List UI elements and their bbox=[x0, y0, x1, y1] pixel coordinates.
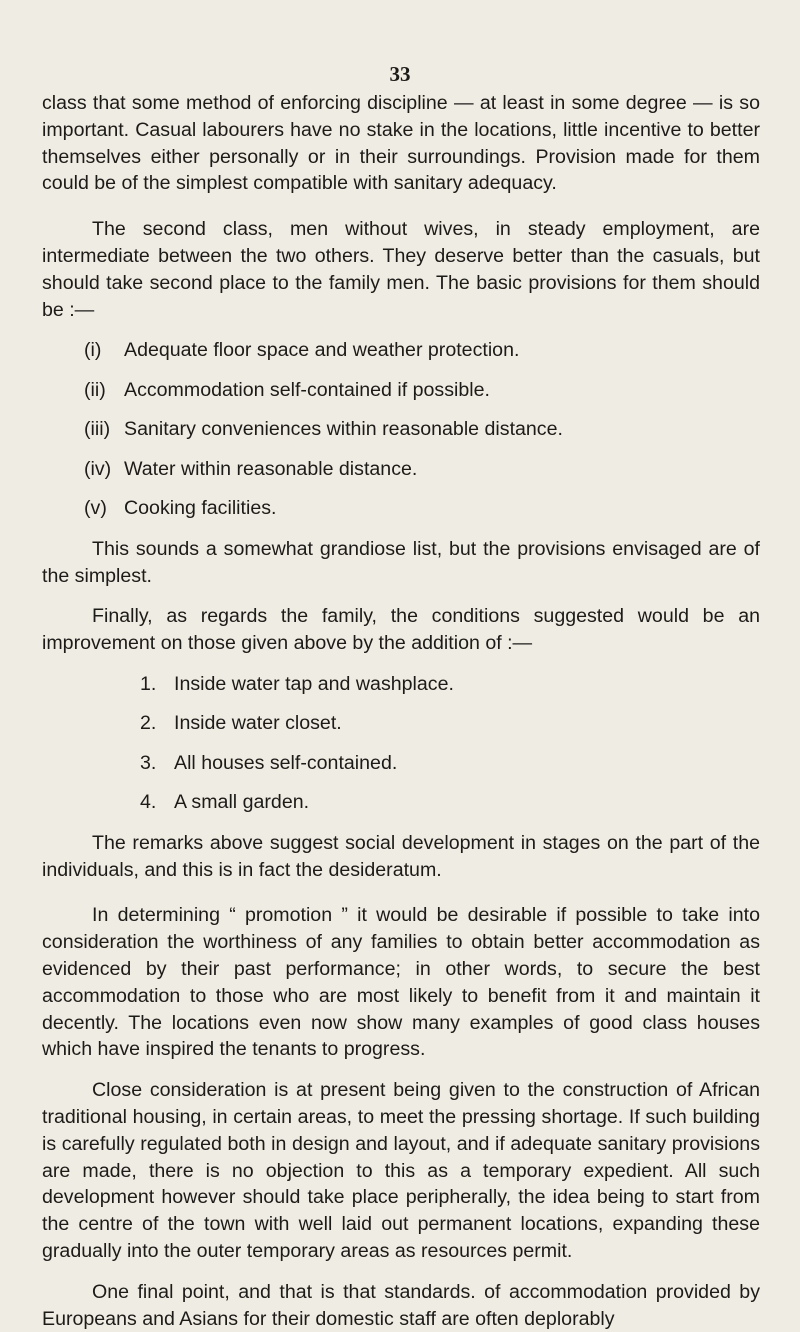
list-item-number: (v) bbox=[84, 496, 107, 519]
paragraph-promotion: In determining “ promotion ” it would be desirable if possible to take into consideration the worthiness of any families to obtain better accommodation as evidenced by their past performance; in other words, to secure the best accommodation to those who are most likely to benefit from it and maintain it decently. The locations even now show many examples of good class houses which have inspired the tenants to progress. bbox=[42, 904, 760, 1061]
list-item-text: All houses self-contained. bbox=[174, 751, 398, 774]
list-item bbox=[42, 710, 760, 737]
paragraph-casual-labourers: class that some method of enforcing discipline — at least in some degree — is so important. Casual labourers have no stake in the locations, little incentive to better themselves either personally or in their surroundings. Provision made for them could be of the simplest compatible with sanitary adequacy. bbox=[42, 92, 760, 195]
list-item-text: Accommodation self-contained if possible. bbox=[124, 378, 490, 401]
basic-provisions-list bbox=[42, 337, 760, 521]
paragraph-family: Finally, as regards the family, the conditions suggested would be an improvement on those given above by the addition of :— bbox=[42, 605, 760, 655]
list-item-text: Inside water closet. bbox=[174, 712, 342, 735]
list-item bbox=[42, 456, 760, 483]
list-item-number: (i) bbox=[84, 339, 102, 362]
list-item bbox=[42, 750, 760, 777]
paragraph-traditional-housing: Close consideration is at present being given to the construction of African traditional housing, in certain areas, to meet the pressing shortage. If such building is carefully regulated both in design and layout, and if adequate sanitary provisions are made, there is no objection to this as a temporary expedient. All such development however should take place peripherally, the idea being to start from the centre of the town with well laid out permanent locations, expanding these gradually into the outer temporary areas as resources permit. bbox=[42, 1079, 760, 1263]
list-item bbox=[42, 416, 760, 443]
paragraph-domestic-staff: One final point, and that is that standards. of accommodation provided by Europeans and Asians for their domestic staff are often deplorably bbox=[42, 1280, 760, 1330]
list-item-text: Water within reasonable distance. bbox=[124, 457, 418, 480]
list-item-text: A small garden. bbox=[174, 791, 310, 814]
page-number: 33 bbox=[389, 62, 411, 86]
list-item-text: Sanitary conveniences within reasonable distance. bbox=[124, 418, 563, 441]
paragraph-social-development: The remarks above suggest social development in stages on the part of the individuals, and this is in fact the desideratum. bbox=[42, 831, 760, 881]
list-item-number: (iv) bbox=[84, 457, 112, 480]
list-item bbox=[42, 495, 760, 522]
family-additions-list bbox=[42, 671, 760, 816]
list-item bbox=[42, 337, 760, 364]
list-item bbox=[42, 377, 760, 404]
list-item-number: (ii) bbox=[84, 378, 106, 401]
page-body bbox=[42, 90, 760, 1332]
paragraph-second-class: The second class, men without wives, in steady employment, are intermediate between the two others. They deserve better than the casuals, but should take second place to the family men. The basic provisions for them should be :— bbox=[42, 218, 760, 321]
list-item-text: Inside water tap and washplace. bbox=[174, 672, 454, 695]
list-item-number: 3. bbox=[140, 751, 157, 774]
list-item bbox=[42, 789, 760, 816]
list-item-number: 1. bbox=[140, 672, 157, 695]
list-item-number: 4. bbox=[140, 791, 157, 814]
list-item-number: (iii) bbox=[84, 418, 111, 441]
paragraph-grandiose-list: This sounds a somewhat grandiose list, but the provisions envisaged are of the simplest. bbox=[42, 537, 760, 587]
list-item-text: Adequate floor space and weather protection. bbox=[124, 339, 520, 362]
list-item bbox=[42, 671, 760, 698]
list-item-text: Cooking facilities. bbox=[124, 496, 277, 519]
list-item-number: 2. bbox=[140, 712, 157, 735]
